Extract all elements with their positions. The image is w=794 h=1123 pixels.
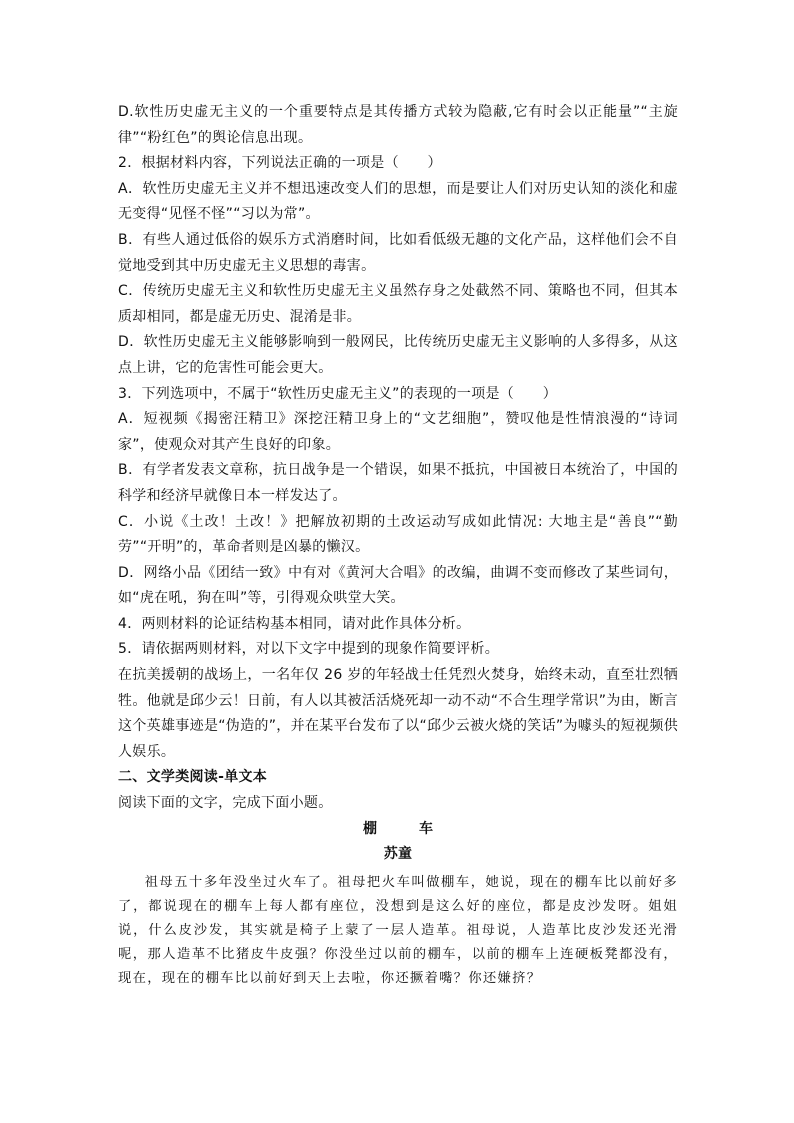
- option-d-q3: D．网络小品《团结一致》中有对《黄河大合唱》的改编，曲调不变而修改了某些词句，如“虎在吼，狗在叫”等，引得观众哄堂大笑。: [118, 564, 678, 607]
- story-title: 棚 车: [363, 820, 447, 837]
- instruction: 阅读下面的文字，完成下面小题。: [118, 795, 333, 812]
- question-4: 4．两则材料的论证结构基本相同，请对此作具体分析。: [118, 615, 471, 632]
- question-3: 3．下列选项中，不属于“软性历史虚无主义”的表现的一项是（ ）: [118, 385, 558, 402]
- section-heading: 二、文学类阅读-单文本: [118, 769, 268, 786]
- option-a-q2: A．软性历史虚无主义并不想迅速改变人们的思想，而是要让人们对历史认知的淡化和虚无变得“见怪不怪”“习以为常”。: [118, 180, 678, 223]
- option-a-q3: A．短视频《揭密汪精卫》深挖汪精卫身上的“文艺细胞”，赞叹他是性情浪漫的“诗词家”，使观众对其产生良好的印象。: [118, 411, 678, 453]
- option-b-q2: B．有些人通过低俗的娱乐方式消磨时间，比如看低级无趣的文化产品，这样他们会不自觉地受到其中历史虚无主义思想的毒害。: [118, 231, 678, 274]
- question-5: 5．请依据两则材料，对以下文字中提到的现象作简要评析。: [118, 641, 500, 658]
- option-d-q2: D．软性历史虚无主义能够影响到一般网民，比传统历史虚无主义影响的人多得多，从这点上讲，它的危害性可能会更大。: [118, 334, 678, 376]
- option-d-q1: D.软性历史虚无主义的一个重要特点是其传播方式较为隐蔽,它有时会以正能量”“主旋律”“粉红色”的舆论信息出现。: [118, 104, 678, 146]
- question-2: 2．根据材料内容，下列说法正确的一项是（ ）: [118, 155, 442, 172]
- story-author: 苏童: [383, 845, 413, 862]
- document-page: [118, 100, 678, 991]
- option-b-q3: B．有学者发表文章称，抗日战争是一个错误，如果不抵抗，中国被日本统治了，中国的科学和经济早就像日本一样发达了。: [118, 462, 678, 504]
- story-body: 祖母五十多年没坐过火车了。祖母把火车叫做棚车，她说，现在的棚车比以前好多了，都说现在的棚车上每人都有座位，没想到是这么好的座位，都是皮沙发呀。姐姐说，什么皮沙发，其实就是椅子上蒙了一层人造革。祖母说，人造革比皮沙发还光滑呢，那人造革不比猪皮牛皮强？你没坐过以前的棚车，以前的棚车上连硬板凳都没有，现在，现在的棚车比以前好到天上去啦，你还撅着嘴？你还嫌挤？: [118, 874, 678, 986]
- option-c-q2: C．传统历史虚无主义和软性历史虚无主义虽然存身之处截然不同、策略也不同，但其本质却相同，都是虚无历史、混淆是非。: [118, 283, 678, 325]
- question-5-passage: 在抗美援朝的战场上，一名年仅 26 岁的年轻战士任凭烈火焚身，始终未动，直至壮烈牺牲。他就是邱少云！日前，有人以其被活活烧死却一动不动“不合生理学常识”为由，断言这个英雄事迹是“伪造的”，并在某平台发布了以“邱少云被火烧的笑话”为噱头的短视频供人娱乐。: [118, 667, 678, 760]
- option-c-q3: C．小说《土改！土改！》把解放初期的土改运动写成如此情况: 大地主是“善良”“勤劳”“开明”的，革命者则是凶暴的懒汉。: [118, 513, 678, 556]
